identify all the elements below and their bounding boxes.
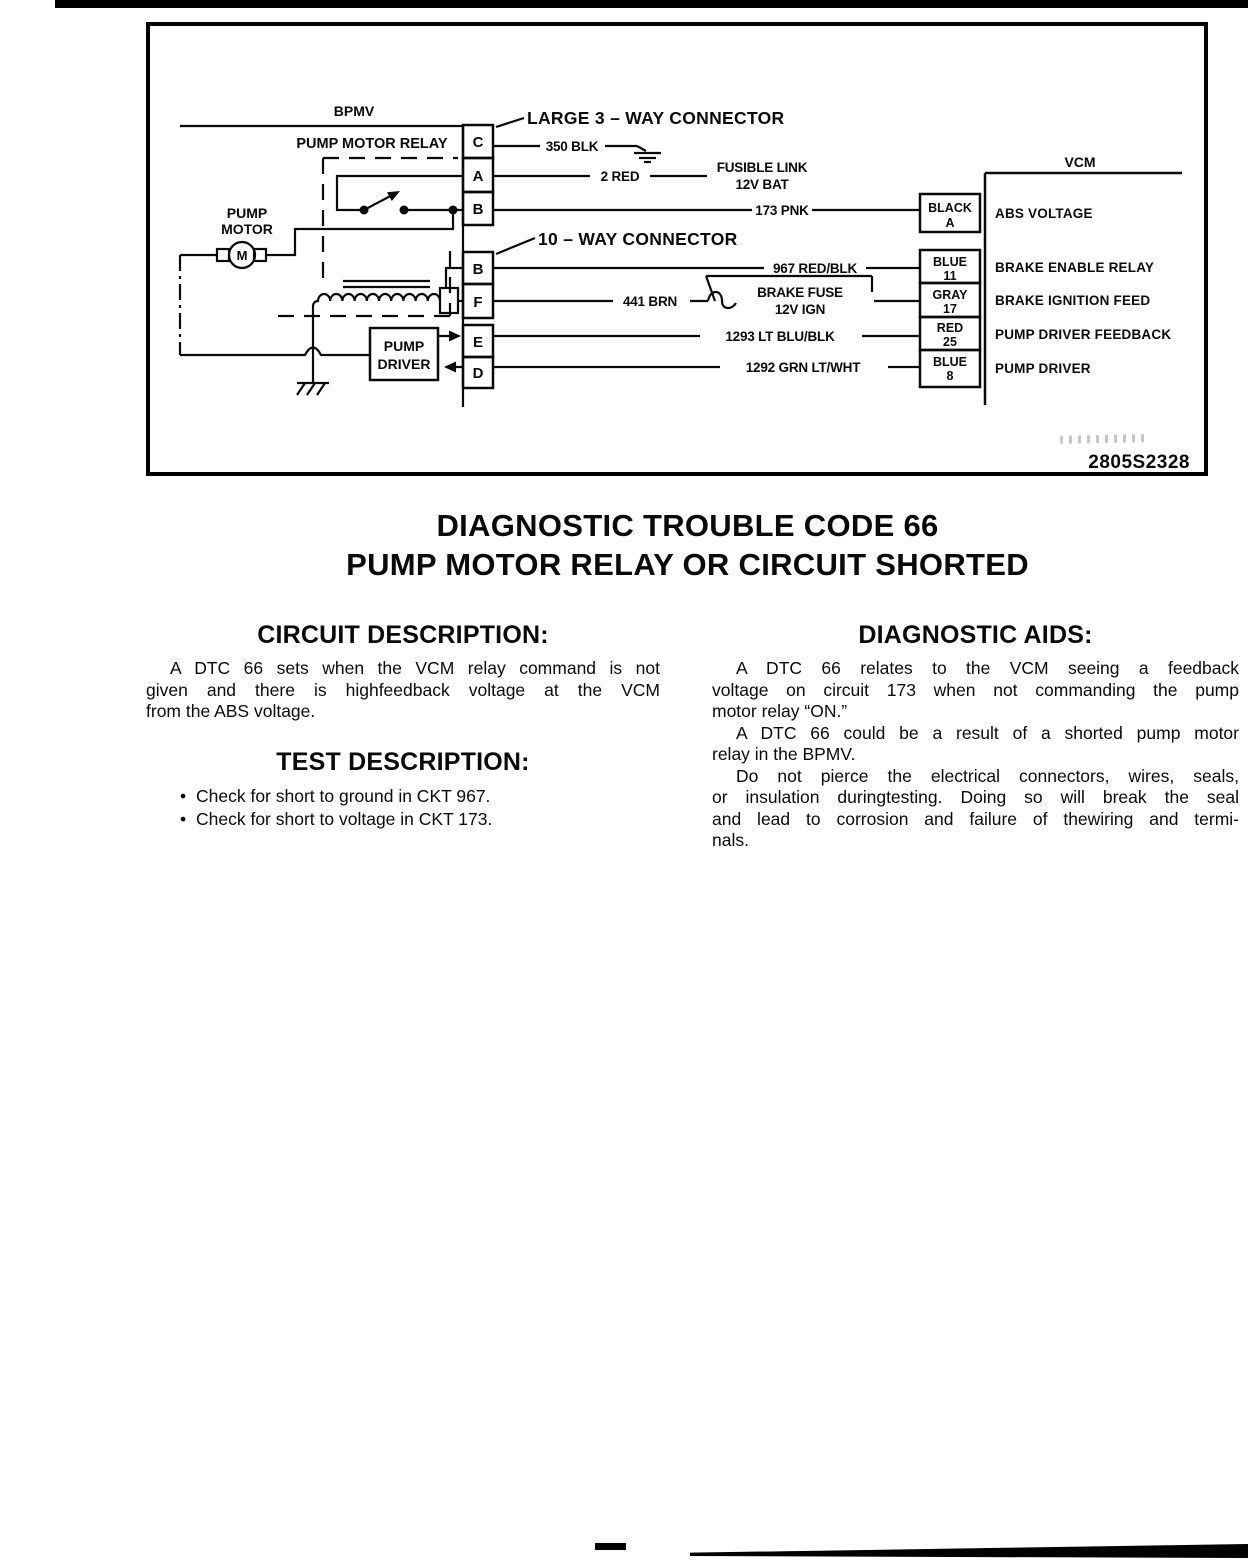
large3way-callout: LARGE 3 – WAY CONNECTOR — [527, 108, 785, 128]
diagnostic-aids-column — [712, 620, 1239, 852]
bpmv-label: BPMV — [333, 103, 375, 119]
junction-dot — [449, 206, 458, 215]
pump-motor-relay-label: PUMP MOTOR RELAY — [296, 136, 448, 152]
body-line: given and there is highfeedback voltage at the VCM — [146, 679, 660, 700]
wire-441-label: 441 BRN — [622, 294, 678, 309]
test-description-heading: TEST DESCRIPTION: — [276, 747, 530, 776]
fusible-link-label-2: 12V BAT — [735, 177, 789, 192]
motor-terminal-left — [217, 249, 229, 261]
vcm-pin-2-num: 17 — [943, 302, 957, 316]
vcm-pin-4-color: BLUE — [932, 355, 968, 369]
brake-fuse-label-2: 12V IGN — [774, 302, 826, 317]
wire-967-label: 967 RED/BLK — [772, 261, 858, 276]
body-line: or insulation duringtesting. Doing so will break the seal — [712, 787, 1239, 807]
pin-b: B — [472, 201, 484, 218]
tenway-callout: 10 – WAY CONNECTOR — [538, 229, 738, 249]
switch-contact-dot-2 — [400, 206, 409, 215]
fusible-link-label-1: FUSIBLE LINK — [716, 160, 808, 175]
relay-coil-winding — [313, 294, 440, 307]
pump-driver-text-2: DRIVER — [377, 356, 431, 372]
switch-contact-dot-1 — [360, 206, 369, 215]
circuit-description-body — [146, 658, 660, 723]
wiring-diagram-frame — [146, 22, 1208, 476]
wire-1292-label: 1292 GRN LT/WHT — [745, 360, 861, 375]
body-line: Do not pierce the electrical connectors, wires, seals, — [736, 765, 1239, 786]
vcm-pin-3-color: RED — [936, 321, 964, 335]
scan-smudge — [1060, 434, 1145, 443]
body-line: A DTC 66 sets when the VCM relay command is not — [170, 658, 660, 678]
vcm-signal-pump-driver: PUMP DRIVER — [995, 361, 1091, 376]
pin-e: E — [472, 334, 484, 351]
page-top-scan-bar — [55, 0, 1248, 8]
vcm-label: VCM — [1064, 154, 1096, 170]
diagnostic-aids-paragraph-2 — [712, 723, 1239, 766]
wire-2-label: 2 RED — [600, 169, 640, 184]
coil-ground-symbol — [297, 383, 329, 395]
body-line: nals. — [712, 830, 749, 850]
pin-a: A — [472, 168, 484, 185]
body-line: and lead to corrosion and failure of thewiring and termi- — [712, 808, 1239, 829]
pin-f: F — [473, 294, 483, 311]
motor-return-wire — [180, 348, 370, 356]
arrow-into-pump-driver — [444, 362, 456, 373]
bottom-scan-mark — [595, 1543, 626, 1550]
wire-173-label: 173 PNK — [755, 203, 809, 218]
pump-motor-label-2: MOTOR — [221, 221, 273, 237]
vcm-signal-pump-driver-feedback: PUMP DRIVER FEEDBACK — [995, 327, 1172, 342]
wire-350-label: 350 BLK — [545, 139, 599, 154]
test-description-list — [146, 785, 660, 831]
relay-dashed-outline — [278, 158, 458, 316]
bullet-icon: • — [180, 808, 187, 829]
vcm-pin-0-color: BLACK — [928, 201, 972, 215]
bullet-icon: • — [180, 785, 187, 806]
motor-feed-wire — [265, 210, 453, 255]
vcm-pin-0-num: A — [945, 216, 955, 230]
wire-1293-label: 1293 LT BLU/BLK — [725, 329, 835, 344]
pump-driver-box — [370, 328, 438, 380]
pump-motor-label-1: PUMP — [226, 205, 268, 221]
circuit-description-column — [146, 620, 660, 831]
vcm-signal-brake-ignition-feed: BRAKE IGNITION FEED — [995, 293, 1151, 308]
pin-b10: B — [472, 261, 484, 278]
diagnostic-aids-paragraph-1 — [712, 658, 1239, 723]
list-item — [180, 785, 660, 808]
chassis-ground-symbol — [634, 146, 661, 162]
list-item — [180, 808, 660, 831]
body-line: from the ABS voltage. — [146, 701, 316, 721]
diagnostic-aids-heading: DIAGNOSTIC AIDS: — [858, 621, 1093, 649]
pin-c: C — [472, 134, 484, 151]
tenway-leader — [496, 238, 535, 254]
vcm-signal-brake-enable-relay: BRAKE ENABLE RELAY — [995, 260, 1155, 275]
wiring-diagram — [150, 26, 1204, 472]
motor-m-symbol: M — [236, 248, 248, 263]
body-line: motor relay “ON.” — [712, 701, 848, 721]
vcm-pin-2-color: GRAY — [932, 288, 968, 302]
circuit-description-heading: CIRCUIT DESCRIPTION: — [257, 621, 549, 649]
figure-number: 2805S2328 — [1088, 452, 1190, 472]
vcm-signal-abs-voltage: ABS VOLTAGE — [995, 206, 1093, 221]
diagnostic-aids-paragraph-3 — [712, 766, 1239, 852]
pin-d: D — [472, 365, 484, 382]
vcm-pin-1-num: 11 — [943, 269, 957, 283]
brake-fuse-label-1: BRAKE FUSE — [757, 285, 843, 300]
page-title — [140, 506, 1235, 584]
bullet-text: Check for short to voltage in CKT 173. — [196, 808, 493, 829]
body-line: voltage on circuit 173 when not commanding the pump — [712, 679, 1239, 700]
bottom-scan-line — [690, 1544, 1248, 1558]
body-line: A DTC 66 could be a result of a shorted pump motor — [736, 722, 1239, 743]
pump-driver-text-1: PUMP — [383, 338, 425, 354]
bullet-text: Check for short to ground in CKT 967. — [196, 785, 491, 806]
body-line: A DTC 66 relates to the VCM seeing a feedback — [736, 658, 1239, 678]
page-title-line2: PUMP MOTOR RELAY OR CIRCUIT SHORTED — [346, 547, 1029, 582]
relay-feed-wire — [337, 176, 463, 210]
coil-to-pin-b10 — [446, 268, 463, 288]
arrow-into-pin-e — [449, 331, 461, 342]
body-line: relay in the BPMV. — [712, 744, 856, 764]
vcm-pin-4-num: 8 — [946, 369, 954, 383]
large3way-leader — [496, 118, 524, 127]
vcm-pin-3-num: 25 — [943, 335, 957, 349]
page-title-line1: DIAGNOSTIC TROUBLE CODE 66 — [436, 508, 939, 543]
vcm-pin-1-color: BLUE — [932, 255, 968, 269]
